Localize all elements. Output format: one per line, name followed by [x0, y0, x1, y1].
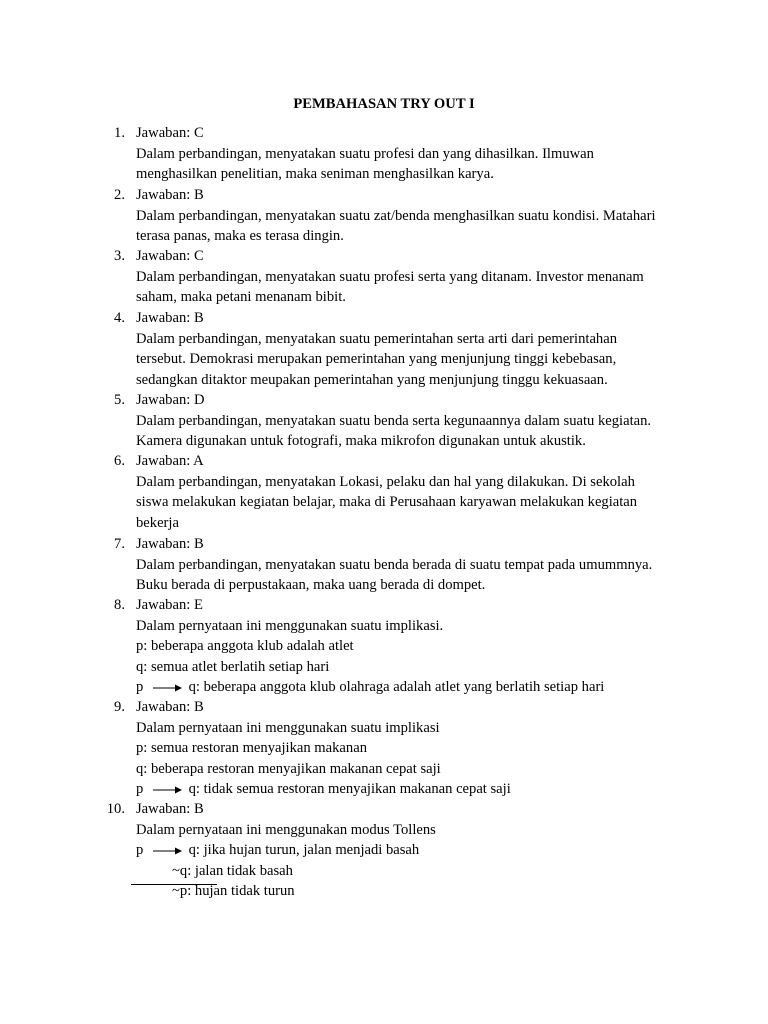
- explanation-line: Buku berada di perpustakaan, maka uang berada di dompet.: [136, 577, 486, 594]
- explanation-line: tersebut. Demokrasi merupakan pemerintahan yang menjunjung tinggi kebebasan,: [136, 351, 617, 368]
- arrow-right-icon: [153, 846, 183, 856]
- explanation-line: Dalam perbandingan, menyatakan suatu profesi serta yang ditanam. Investor menanam: [136, 268, 644, 285]
- answer-line: Jawaban: B: [136, 699, 204, 715]
- conclusion-divider: [131, 884, 217, 885]
- implication-line: [136, 779, 681, 800]
- item-body: [136, 390, 681, 452]
- item-body: [136, 595, 681, 698]
- premise-p-line: p: beberapa anggota klub adalah atlet: [136, 638, 354, 655]
- explanation-line: Dalam pernyataan ini menggunakan modus Tollens: [136, 821, 436, 838]
- answer-line: Jawaban: B: [136, 187, 204, 203]
- answer-line: Jawaban: B: [136, 310, 204, 326]
- answer-line: Jawaban: C: [136, 248, 204, 264]
- answer-line: Jawaban: B: [136, 801, 204, 817]
- item-number: 3.: [114, 248, 125, 264]
- arrow-right-icon: [153, 785, 183, 795]
- explanation-line: sedangkan ditaktor meupakan pemerintahan yang menjunjung tinggu kekuasaan.: [136, 371, 608, 388]
- implication-line: [136, 840, 681, 861]
- item-number: 1.: [114, 125, 125, 141]
- item-body: [136, 799, 681, 902]
- explanation-line: Dalam perbandingan, menyatakan Lokasi, pelaku dan hal yang dilakukan. Di sekolah: [136, 473, 635, 490]
- explanation-line: Kamera digunakan untuk fotografi, maka mikrofon digunakan untuk akustik.: [136, 433, 586, 450]
- explanation-line: Dalam perbandingan, menyatakan suatu pemerintahan serta arti dari pemerintahan: [136, 330, 617, 347]
- implication-p: p: [136, 781, 144, 798]
- item-body: [136, 534, 681, 596]
- answer-line: Jawaban: C: [136, 125, 204, 141]
- explanation-line: Dalam pernyataan ini menggunakan suatu implikasi.: [136, 617, 444, 634]
- item-body: [136, 185, 681, 247]
- explanation-line: Dalam pernyataan ini menggunakan suatu implikasi: [136, 719, 440, 736]
- implication-line: [136, 677, 681, 698]
- explanation-line: siswa melakukan kegiatan belajar, maka di Perusahaan karyawan melakukan kegiatan: [136, 494, 638, 511]
- item-number: 9.: [114, 699, 125, 715]
- answer-line: Jawaban: A: [136, 453, 204, 469]
- item-body: [136, 123, 681, 185]
- item-number: 6.: [114, 453, 125, 469]
- premise-not-q-line: ~q: jalan tidak basah: [172, 862, 293, 879]
- explanation-line: terasa panas, maka es terasa dingin.: [136, 228, 344, 245]
- explanation-line: Dalam perbandingan, menyatakan suatu benda serta kegunaannya dalam suatu kegiatan.: [136, 412, 652, 429]
- item-number: 7.: [114, 536, 125, 552]
- arrow-right-icon: [153, 683, 183, 693]
- premise-q-line: q: semua atlet berlatih setiap hari: [136, 658, 330, 675]
- item-body: [136, 697, 681, 800]
- explanation-line: bekerja: [136, 514, 179, 531]
- premise-p-line: p: semua restoran menyajikan makanan: [136, 740, 367, 757]
- implication-result: q: tidak semua restoran menyajikan makanan cepat saji: [188, 781, 511, 798]
- implication-result: q: jika hujan turun, jalan menjadi basah: [188, 842, 420, 859]
- implication-result: q: beberapa anggota klub olahraga adalah atlet yang berlatih setiap hari: [188, 679, 605, 696]
- implication-p: p: [136, 679, 144, 696]
- answer-line: Jawaban: E: [136, 597, 203, 613]
- item-number: 2.: [114, 187, 125, 203]
- item-number: 10.: [106, 801, 125, 817]
- page-title: PEMBAHASAN TRY OUT I: [293, 96, 475, 112]
- premise-q-line: q: beberapa restoran menyajikan makanan cepat saji: [136, 760, 441, 777]
- implication-p: p: [136, 842, 144, 859]
- explanation-line: Dalam perbandingan, menyatakan suatu benda berada di suatu tempat pada umummnya.: [136, 556, 653, 573]
- item-number: 4.: [114, 310, 125, 326]
- explanation-line: saham, maka petani menanam bibit.: [136, 289, 346, 306]
- item-body: [136, 451, 681, 533]
- answer-line: Jawaban: D: [136, 392, 205, 408]
- explanation-line: menghasilkan penelitian, maka seniman menghasilkan karya.: [136, 166, 494, 183]
- conclusion-line: ~p: hujan tidak turun: [172, 883, 295, 900]
- item-body: [136, 308, 681, 390]
- answer-line: Jawaban: B: [136, 536, 204, 552]
- explanation-line: Dalam perbandingan, menyatakan suatu profesi dan yang dihasilkan. Ilmuwan: [136, 145, 594, 162]
- explanation-line: Dalam perbandingan, menyatakan suatu zat/benda menghasilkan suatu kondisi. Matahari: [136, 207, 656, 224]
- item-number: 8.: [114, 597, 125, 613]
- item-number: 5.: [114, 392, 125, 408]
- item-body: [136, 246, 681, 308]
